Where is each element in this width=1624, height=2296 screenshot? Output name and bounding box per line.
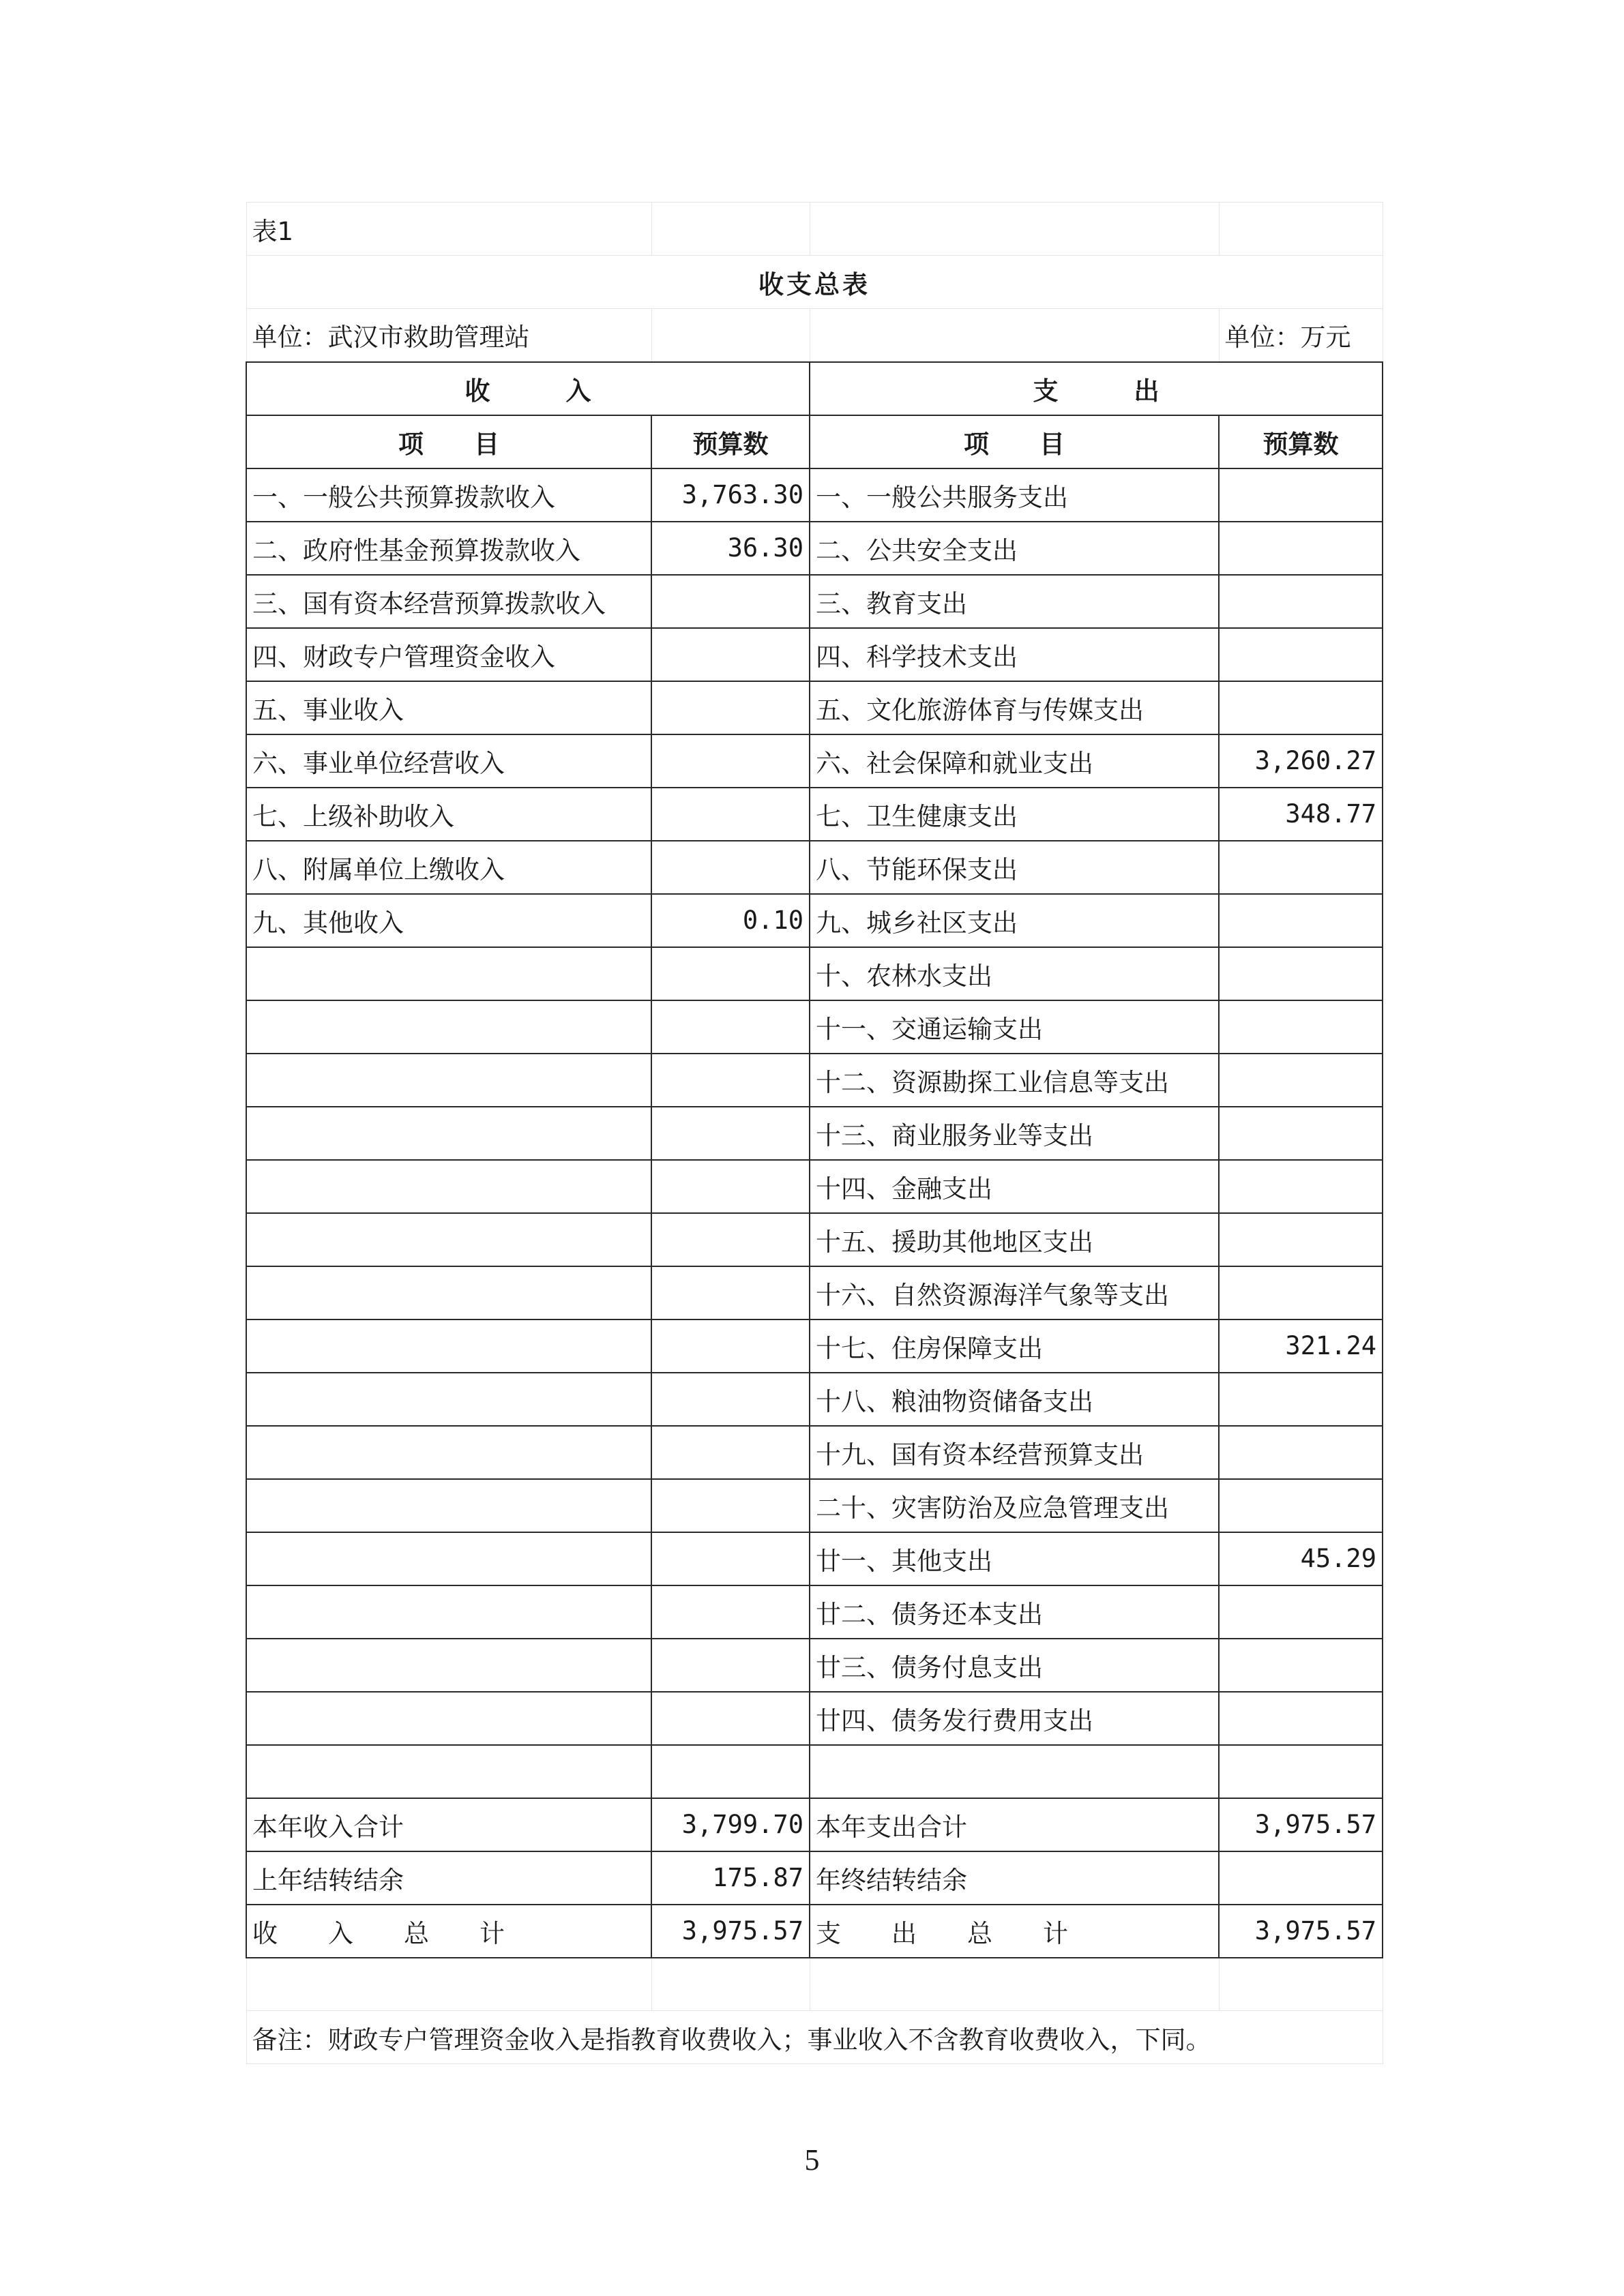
table-row	[246, 1320, 1383, 1373]
income-item-cell	[246, 1373, 651, 1426]
table-row	[246, 1532, 1383, 1585]
income-amount-cell	[651, 841, 810, 894]
expense-amount-cell	[1219, 1000, 1383, 1054]
table-row	[246, 468, 1383, 522]
expense-item-cell: 三、教育支出	[810, 575, 1219, 628]
expense-amount-cell	[1219, 947, 1383, 1000]
income-item-cell: 七、上级补助收入	[246, 788, 651, 841]
income-item-cell	[246, 1532, 651, 1585]
expense-amount-cell	[1219, 841, 1383, 894]
expense-item-cell: 十一、交通运输支出	[810, 1000, 1219, 1054]
income-item-cell	[246, 1107, 651, 1160]
expense-amount-cell	[1219, 575, 1383, 628]
table-row	[246, 1107, 1383, 1160]
income-item-cell	[246, 1320, 651, 1373]
table-row	[246, 522, 1383, 575]
income-amount-cell	[651, 1054, 810, 1107]
expense-amount-cell	[1219, 1213, 1383, 1266]
expense-item-cell: 八、节能环保支出	[810, 841, 1219, 894]
income-item-cell	[246, 1745, 651, 1798]
title-row	[246, 256, 1383, 309]
income-amount-cell	[651, 681, 810, 734]
expense-amount-cell	[1219, 1160, 1383, 1213]
table-row	[246, 1160, 1383, 1213]
expense-amount-cell: 45.29	[1219, 1532, 1383, 1585]
income-amount-cell	[651, 1266, 810, 1320]
table-number: 表1	[246, 203, 651, 256]
income-item-cell	[246, 1054, 651, 1107]
expense-amount-cell: 3,975.57	[1219, 1905, 1383, 1958]
income-amount-cell	[651, 788, 810, 841]
unit-organization: 单位：武汉市救助管理站	[246, 309, 651, 362]
income-amount-cell	[651, 575, 810, 628]
expense-item-cell	[810, 1745, 1219, 1798]
table-row	[246, 681, 1383, 734]
expense-item-cell: 七、卫生健康支出	[810, 788, 1219, 841]
income-item-cell	[246, 1426, 651, 1479]
expense-item-cell: 十、农林水支出	[810, 947, 1219, 1000]
income-item-cell: 八、附属单位上缴收入	[246, 841, 651, 894]
expense-amount-cell	[1219, 628, 1383, 681]
table-row	[246, 1639, 1383, 1692]
total-row	[246, 1851, 1383, 1905]
income-item-cell: 四、财政专户管理资金收入	[246, 628, 651, 681]
income-item-cell	[246, 1266, 651, 1320]
income-item-cell: 上年结转结余	[246, 1851, 651, 1905]
expense-amount-cell	[1219, 1639, 1383, 1692]
table-row	[246, 1692, 1383, 1745]
income-amount-cell	[651, 1692, 810, 1745]
expense-item-cell: 廿二、债务还本支出	[810, 1585, 1219, 1639]
income-item-cell	[246, 1000, 651, 1054]
expense-amount-cell	[1219, 1745, 1383, 1798]
income-amount-cell	[651, 1107, 810, 1160]
income-item-cell	[246, 947, 651, 1000]
table-row	[246, 628, 1383, 681]
income-amount-cell	[651, 628, 810, 681]
expense-amount-cell	[1219, 1107, 1383, 1160]
expense-amount-cell	[1219, 1054, 1383, 1107]
expense-item-header: 项 目	[810, 415, 1219, 468]
expense-budget-header: 预算数	[1219, 415, 1383, 468]
expense-amount-cell	[1219, 1266, 1383, 1320]
income-item-cell: 六、事业单位经营收入	[246, 734, 651, 788]
expense-item-cell: 四、科学技术支出	[810, 628, 1219, 681]
income-amount-cell	[651, 1373, 810, 1426]
table-row	[246, 734, 1383, 788]
expense-amount-cell	[1219, 681, 1383, 734]
expense-amount-cell: 348.77	[1219, 788, 1383, 841]
expense-item-cell: 二十、灾害防治及应急管理支出	[810, 1479, 1219, 1532]
expense-amount-cell	[1219, 1479, 1383, 1532]
income-amount-cell: 3,799.70	[651, 1798, 810, 1851]
table-row	[246, 894, 1383, 947]
expense-item-cell: 十九、国有资本经营预算支出	[810, 1426, 1219, 1479]
income-item-cell	[246, 1479, 651, 1532]
note-row	[246, 2011, 1383, 2064]
expense-amount-cell: 3,260.27	[1219, 734, 1383, 788]
table-row	[246, 947, 1383, 1000]
expense-amount-cell	[1219, 1426, 1383, 1479]
unit-row	[246, 309, 1383, 362]
table-row	[246, 1373, 1383, 1426]
income-amount-cell	[651, 1479, 810, 1532]
expense-item-cell: 年终结转结余	[810, 1851, 1219, 1905]
income-item-cell: 五、事业收入	[246, 681, 651, 734]
income-budget-header: 预算数	[651, 415, 810, 468]
expense-item-cell: 一、一般公共服务支出	[810, 468, 1219, 522]
income-item-cell	[246, 1213, 651, 1266]
income-amount-cell	[651, 1160, 810, 1213]
income-amount-cell: 3,975.57	[651, 1905, 810, 1958]
table-title: 收支总表	[246, 256, 1383, 309]
expense-item-cell: 十七、住房保障支出	[810, 1320, 1219, 1373]
expense-item-cell: 二、公共安全支出	[810, 522, 1219, 575]
expense-item-cell: 十六、自然资源海洋气象等支出	[810, 1266, 1219, 1320]
income-amount-cell	[651, 1585, 810, 1639]
income-expense-summary-table	[246, 202, 1383, 2064]
expense-amount-cell	[1219, 1585, 1383, 1639]
table-note: 备注：财政专户管理资金收入是指教育收费收入；事业收入不含教育收费收入，下同。	[246, 2011, 1383, 2064]
income-item-cell: 二、政府性基金预算拨款收入	[246, 522, 651, 575]
expense-section-header: 支 出	[810, 362, 1383, 415]
table-row	[246, 1745, 1383, 1798]
expense-item-cell: 支 出 总 计	[810, 1905, 1219, 1958]
income-item-cell: 九、其他收入	[246, 894, 651, 947]
income-item-cell	[246, 1692, 651, 1745]
section-header-row	[246, 362, 1383, 415]
table-row	[246, 1479, 1383, 1532]
column-header-row	[246, 415, 1383, 468]
expense-item-cell: 本年支出合计	[810, 1798, 1219, 1851]
expense-item-cell: 六、社会保障和就业支出	[810, 734, 1219, 788]
expense-item-cell: 十五、援助其他地区支出	[810, 1213, 1219, 1266]
total-row	[246, 1905, 1383, 1958]
table-number-row	[246, 203, 1383, 256]
income-item-cell	[246, 1585, 651, 1639]
table-row	[246, 1213, 1383, 1266]
income-amount-cell	[651, 1320, 810, 1373]
income-amount-cell	[651, 734, 810, 788]
expense-amount-cell	[1219, 1851, 1383, 1905]
spacer-row	[246, 1958, 1383, 2011]
expense-item-cell: 廿三、债务付息支出	[810, 1639, 1219, 1692]
expense-item-cell: 十三、商业服务业等支出	[810, 1107, 1219, 1160]
expense-item-cell: 五、文化旅游体育与传媒支出	[810, 681, 1219, 734]
expense-amount-cell: 321.24	[1219, 1320, 1383, 1373]
income-amount-cell	[651, 1000, 810, 1054]
expense-amount-cell	[1219, 1692, 1383, 1745]
table-row	[246, 1266, 1383, 1320]
table-row	[246, 575, 1383, 628]
income-amount-cell: 0.10	[651, 894, 810, 947]
income-item-cell	[246, 1160, 651, 1213]
table-row	[246, 1000, 1383, 1054]
expense-item-cell: 十二、资源勘探工业信息等支出	[810, 1054, 1219, 1107]
expense-amount-cell	[1219, 522, 1383, 575]
income-item-cell: 三、国有资本经营预算拨款收入	[246, 575, 651, 628]
income-amount-cell	[651, 1426, 810, 1479]
income-amount-cell	[651, 1745, 810, 1798]
expense-item-cell: 廿一、其他支出	[810, 1532, 1219, 1585]
expense-item-cell: 九、城乡社区支出	[810, 894, 1219, 947]
expense-amount-cell	[1219, 894, 1383, 947]
income-item-cell	[246, 1639, 651, 1692]
income-amount-cell	[651, 947, 810, 1000]
income-section-header: 收 入	[246, 362, 810, 415]
income-item-cell: 本年收入合计	[246, 1798, 651, 1851]
total-row	[246, 1798, 1383, 1851]
budget-sheet	[246, 202, 1382, 2064]
expense-item-cell: 十八、粮油物资储备支出	[810, 1373, 1219, 1426]
income-amount-cell	[651, 1532, 810, 1585]
table-row	[246, 1054, 1383, 1107]
table-row	[246, 1426, 1383, 1479]
page-number: 5	[804, 2143, 820, 2177]
expense-amount-cell: 3,975.57	[1219, 1798, 1383, 1851]
expense-item-cell: 廿四、债务发行费用支出	[810, 1692, 1219, 1745]
income-item-header: 项 目	[246, 415, 651, 468]
unit-currency: 单位：万元	[1219, 309, 1383, 362]
income-amount-cell	[651, 1213, 810, 1266]
expense-amount-cell	[1219, 468, 1383, 522]
income-amount-cell: 3,763.30	[651, 468, 810, 522]
income-item-cell: 收 入 总 计	[246, 1905, 651, 1958]
table-row	[246, 1585, 1383, 1639]
income-item-cell: 一、一般公共预算拨款收入	[246, 468, 651, 522]
income-amount-cell: 36.30	[651, 522, 810, 575]
expense-amount-cell	[1219, 1373, 1383, 1426]
table-row	[246, 841, 1383, 894]
income-amount-cell	[651, 1639, 810, 1692]
expense-item-cell: 十四、金融支出	[810, 1160, 1219, 1213]
income-amount-cell: 175.87	[651, 1851, 810, 1905]
table-row	[246, 788, 1383, 841]
